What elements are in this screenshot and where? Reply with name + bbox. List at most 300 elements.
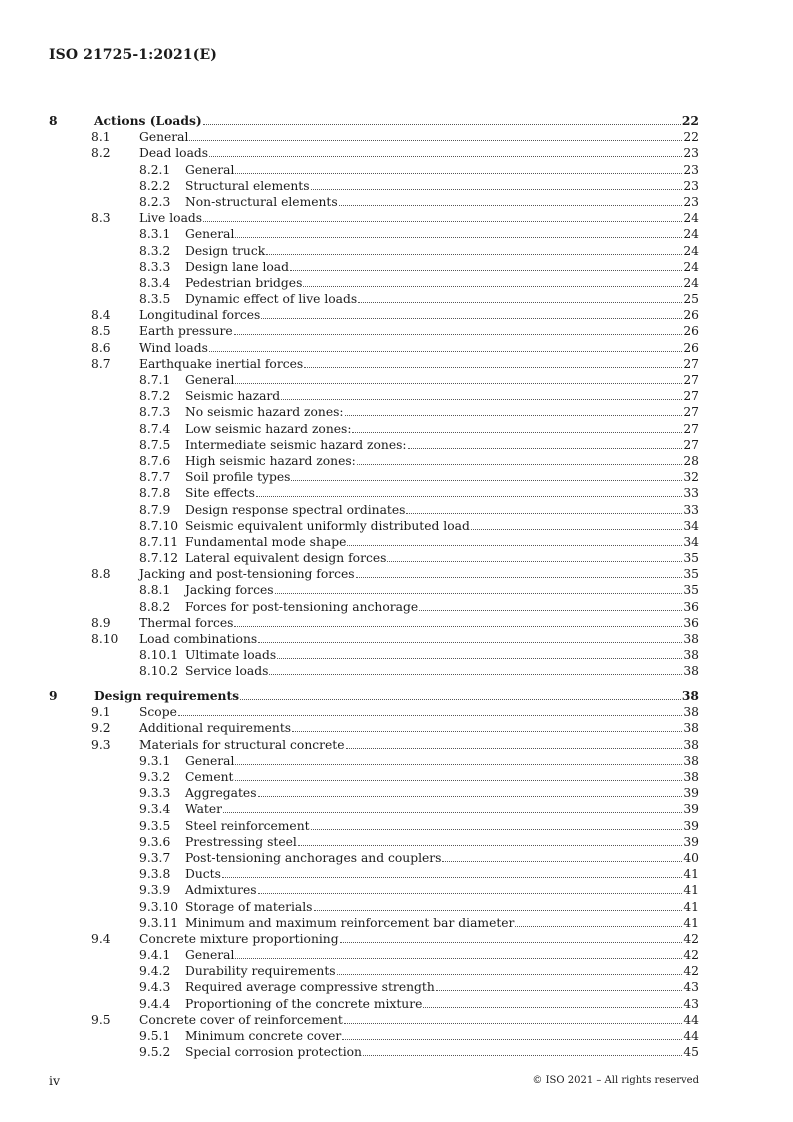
dot-leader (261, 307, 682, 319)
copyright-notice: © ISO 2021 – All rights reserved (532, 1075, 699, 1086)
toc-entry[interactable] (49, 291, 699, 307)
toc-entry-page: 24 (683, 243, 699, 258)
toc-entry-line (185, 421, 699, 437)
toc-entry-title: Fundamental mode shape (185, 534, 347, 549)
table-of-contents (49, 113, 699, 1060)
toc-entry-page: 41 (683, 899, 699, 914)
dot-leader (406, 502, 682, 514)
toc-entry-page: 38 (683, 632, 699, 646)
toc-entry-page: 34 (683, 534, 699, 549)
toc-entry-line (185, 404, 699, 420)
toc-entry-title: Live loads (139, 211, 203, 226)
toc-entry[interactable] (49, 404, 699, 420)
toc-entry[interactable] (49, 566, 699, 582)
dot-leader (235, 753, 682, 765)
dot-leader (235, 372, 682, 384)
toc-entry-number: 8.10.2 (139, 664, 179, 679)
dot-leader (292, 720, 682, 732)
toc-entry-line (185, 485, 699, 501)
toc-entry-title: Admixtures (185, 883, 257, 898)
toc-entry-number: 8.7.3 (139, 405, 171, 420)
toc-entry-title: High seismic hazard zones: (185, 453, 356, 468)
toc-entry-line (185, 437, 699, 453)
toc-entry-title: Longitudinal forces (139, 308, 261, 323)
toc-entry-page: 36 (683, 615, 699, 630)
toc-entry-title: General (185, 753, 235, 768)
toc-entry-title: Intermediate seismic hazard zones: (185, 437, 407, 452)
toc-entry-page: 27 (683, 405, 699, 420)
dot-leader (339, 194, 683, 206)
toc-entry-page: 41 (683, 867, 699, 882)
toc-entry-line (139, 720, 699, 736)
toc-entry-number: 8.4 (91, 308, 111, 323)
toc-entry-line (139, 356, 699, 372)
toc-entry[interactable] (49, 469, 699, 485)
dot-leader (235, 769, 683, 781)
toc-entry-number: 9 (49, 688, 58, 704)
toc-entry-title: No seismic hazard zones: (185, 405, 344, 420)
toc-entry[interactable] (49, 769, 699, 785)
toc-entry-line (185, 534, 699, 550)
dot-leader (357, 453, 683, 465)
toc-entry-number: 9.3 (91, 737, 111, 752)
toc-entry-line (139, 615, 699, 631)
dot-leader (235, 947, 682, 959)
toc-entry-line (185, 388, 699, 404)
toc-entry[interactable] (49, 818, 699, 834)
toc-entry-title: General (185, 948, 235, 963)
toc-entry-page: 42 (683, 931, 699, 946)
dot-leader (423, 996, 682, 1008)
toc-entry[interactable] (49, 663, 699, 679)
toc-entry-line (94, 113, 699, 129)
toc-entry-title: Design truck (185, 243, 266, 258)
toc-entry[interactable] (49, 850, 699, 866)
toc-entry[interactable] (49, 704, 699, 720)
toc-entry-line (185, 453, 699, 469)
toc-entry[interactable] (49, 979, 699, 995)
toc-entry-page: 24 (683, 211, 699, 226)
toc-entry-line (185, 866, 699, 882)
dot-leader (304, 356, 682, 368)
toc-entry-title: Additional requirements (139, 721, 292, 736)
toc-entry[interactable] (49, 162, 699, 178)
toc-entry[interactable] (49, 259, 699, 275)
toc-entry-title: Ducts (185, 867, 221, 882)
toc-entry-page: 40 (683, 850, 699, 865)
toc-entry[interactable] (49, 502, 699, 518)
toc-entry-number: 9.3.5 (139, 818, 171, 833)
toc-entry-number: 9.3.3 (139, 786, 171, 801)
toc-entry-line (185, 291, 699, 307)
toc-entry-page: 22 (683, 130, 699, 145)
toc-entry[interactable] (49, 307, 699, 323)
toc-entry[interactable] (49, 340, 699, 356)
toc-entry-page: 36 (683, 599, 699, 614)
toc-entry-number: 8.8.1 (139, 583, 171, 598)
dot-leader (209, 145, 682, 157)
toc-entry-page: 26 (683, 324, 699, 339)
toc-entry[interactable] (49, 931, 699, 947)
toc-entry-page: 39 (683, 818, 699, 833)
toc-entry[interactable] (49, 785, 699, 801)
dot-leader (277, 647, 682, 659)
toc-entry-page: 38 (683, 721, 699, 736)
toc-entry-title: Wind loads (139, 340, 208, 355)
dot-leader (222, 866, 682, 878)
toc-entry-page: 33 (683, 502, 699, 517)
dot-leader (352, 421, 682, 433)
toc-entry-title: Post-tensioning anchorages and couplers (185, 850, 442, 865)
toc-entry-number: 8.1 (91, 130, 111, 145)
toc-entry-page: 44 (683, 1012, 699, 1027)
toc-entry-page: 27 (683, 421, 699, 436)
toc-entry-page: 38 (683, 753, 699, 768)
toc-entry[interactable] (49, 453, 699, 469)
toc-entry-number: 8.2.3 (139, 194, 171, 209)
toc-entry-title: Seismic equivalent uniformly distributed load (185, 518, 470, 533)
toc-entry-page: 35 (683, 567, 699, 582)
dot-leader (290, 259, 682, 271)
toc-entry-title: Design requirements (94, 688, 240, 704)
toc-entry-number: 8.3.2 (139, 243, 171, 258)
toc-entry-number: 9.3.8 (139, 867, 171, 882)
toc-entry-line (185, 834, 699, 850)
toc-entry-number: 8.3.1 (139, 227, 171, 242)
toc-entry-title: Service loads (185, 664, 269, 679)
dot-leader (258, 631, 682, 643)
toc-entry-number: 8.9 (91, 615, 111, 630)
toc-entry[interactable] (49, 210, 699, 226)
toc-entry[interactable] (49, 437, 699, 453)
toc-entry-title: Concrete cover of reinforcement (139, 1012, 343, 1027)
toc-entry-page: 38 (683, 705, 699, 720)
toc-entry[interactable] (49, 996, 699, 1012)
toc-entry[interactable] (49, 421, 699, 437)
dot-leader (337, 963, 683, 975)
toc-entry-line (139, 340, 699, 356)
toc-entry-number: 9.5.2 (139, 1045, 171, 1060)
toc-entry-title: Seismic hazard (185, 389, 281, 404)
dot-leader (189, 129, 682, 141)
toc-entry[interactable] (49, 226, 699, 242)
toc-entry-line (185, 882, 699, 898)
toc-entry-page: 38 (683, 737, 699, 752)
toc-entry-line (139, 1012, 699, 1028)
dot-leader (275, 582, 683, 594)
toc-entry-title: Jacking and post-tensioning forces (139, 567, 355, 582)
toc-entry-line (185, 785, 699, 801)
toc-entry[interactable] (49, 753, 699, 769)
toc-entry-line (139, 566, 699, 582)
toc-entry[interactable] (49, 899, 699, 915)
toc-entry-page: 23 (683, 146, 699, 161)
dot-leader (442, 850, 682, 862)
toc-entry[interactable] (49, 178, 699, 194)
dot-leader (356, 566, 683, 578)
toc-entry-number: 8.7.2 (139, 389, 171, 404)
toc-entry[interactable] (49, 129, 699, 145)
toc-entry-page: 35 (683, 583, 699, 598)
toc-entry-title: General (185, 227, 235, 242)
toc-entry-line (185, 979, 699, 995)
toc-entry-title: Dead loads (139, 146, 209, 161)
toc-entry-number: 8.7.4 (139, 421, 171, 436)
toc-entry-title: Load combinations (139, 632, 258, 646)
toc-entry[interactable] (49, 688, 699, 704)
dot-leader (209, 340, 682, 352)
dot-leader (515, 915, 682, 927)
toc-entry-page: 43 (683, 996, 699, 1011)
toc-entry[interactable] (49, 599, 699, 615)
toc-entry-title: Scope (139, 705, 177, 720)
toc-entry[interactable] (49, 615, 699, 631)
toc-entry-title: Minimum and maximum reinforcement bar diameter (185, 915, 515, 930)
toc-entry-page: 33 (683, 486, 699, 501)
dot-leader (342, 1028, 682, 1040)
toc-entry-number: 9.5.1 (139, 1029, 171, 1043)
toc-entry[interactable] (49, 801, 699, 817)
toc-entry-line (185, 582, 699, 598)
toc-entry-page: 23 (683, 178, 699, 193)
toc-entry-line (185, 226, 699, 242)
toc-entry-title: Low seismic hazard zones: (185, 421, 352, 436)
toc-entry-line (185, 243, 699, 259)
toc-entry-page: 38 (681, 688, 699, 704)
dot-leader (178, 704, 682, 716)
toc-entry-title: Design lane load (185, 259, 289, 274)
toc-entry[interactable] (49, 534, 699, 550)
toc-entry-line (185, 502, 699, 518)
toc-entry-line (185, 647, 699, 663)
toc-entry-line (185, 162, 699, 178)
dot-leader (340, 931, 683, 943)
toc-entry[interactable] (49, 1012, 699, 1028)
toc-entry-title: Materials for structural concrete (139, 737, 345, 752)
toc-entry-page: 27 (683, 373, 699, 387)
toc-entry-title: General (139, 130, 189, 145)
dot-leader (223, 801, 682, 813)
toc-entry-number: 9.4.1 (139, 948, 171, 963)
toc-entry-page: 24 (683, 259, 699, 274)
dot-leader (234, 615, 682, 627)
toc-entry-line (185, 801, 699, 817)
toc-entry-number: 9.3.1 (139, 753, 171, 768)
toc-entry-line (185, 259, 699, 275)
toc-entry-title: Special corrosion protection (185, 1045, 362, 1060)
toc-entry[interactable] (49, 631, 699, 647)
toc-entry-number: 8.7.6 (139, 453, 171, 468)
toc-entry-line (185, 769, 699, 785)
toc-entry-title: Forces for post-tensioning anchorage (185, 599, 419, 614)
dot-leader (298, 834, 683, 846)
toc-entry-page: 23 (683, 194, 699, 209)
toc-entry-title: Aggregates (185, 786, 257, 801)
toc-entry-number: 8.7.8 (139, 486, 171, 501)
toc-entry-line (139, 931, 699, 947)
toc-entry-title: Jacking forces (185, 583, 274, 598)
dot-leader (256, 485, 682, 497)
dot-leader (266, 243, 682, 255)
toc-entry-page: 27 (683, 356, 699, 371)
dot-leader (311, 818, 683, 830)
dot-leader (345, 404, 683, 416)
dot-leader (258, 882, 683, 894)
toc-entry[interactable] (49, 243, 699, 259)
toc-entry-number: 8.7 (91, 356, 111, 371)
toc-entry-page: 26 (683, 308, 699, 323)
toc-entry-line (185, 599, 699, 615)
toc-entry-number: 8.3.4 (139, 275, 171, 290)
toc-entry[interactable] (49, 323, 699, 339)
toc-entry-line (139, 737, 699, 753)
toc-entry-title: Prestressing steel (185, 834, 297, 849)
toc-entry-title: Storage of materials (185, 899, 313, 914)
toc-entry-title: Site effects (185, 486, 255, 501)
toc-entry[interactable] (49, 582, 699, 598)
toc-entry-number: 8.7.12 (139, 551, 179, 566)
toc-entry-title: Ultimate loads (185, 648, 277, 663)
dot-leader (234, 323, 683, 335)
dot-leader (311, 178, 683, 190)
toc-entry-number: 8.3.3 (139, 259, 171, 274)
dot-leader (363, 1044, 682, 1056)
toc-entry[interactable] (49, 1028, 699, 1044)
dot-leader (303, 275, 682, 287)
toc-entry-number: 8.7.1 (139, 373, 171, 387)
toc-entry-title: General (185, 373, 235, 387)
toc-entry-number: 8.7.5 (139, 437, 171, 452)
toc-entry[interactable] (49, 866, 699, 882)
toc-entry-number: 8.5 (91, 324, 111, 339)
dot-leader (314, 899, 683, 911)
toc-entry-number: 9.4.3 (139, 980, 171, 995)
toc-entry[interactable] (49, 550, 699, 566)
toc-entry[interactable] (49, 947, 699, 963)
toc-entry[interactable] (49, 737, 699, 753)
toc-entry[interactable] (49, 720, 699, 736)
toc-entry-number: 8.7.7 (139, 470, 171, 485)
toc-entry-line (185, 178, 699, 194)
toc-entry-number: 9.1 (91, 705, 111, 720)
dot-leader (291, 469, 682, 481)
toc-entry-page: 24 (683, 227, 699, 242)
toc-entry-page: 42 (683, 964, 699, 979)
toc-entry-page: 35 (683, 551, 699, 566)
toc-entry-page: 27 (683, 389, 699, 404)
toc-entry-number: 8.6 (91, 340, 111, 355)
toc-entry-page: 38 (683, 664, 699, 679)
toc-entry-page: 22 (681, 113, 699, 128)
toc-entry[interactable] (49, 372, 699, 388)
toc-entry-number: 9.3.4 (139, 802, 171, 817)
toc-entry[interactable] (49, 113, 699, 129)
toc-entry-title: Water (185, 802, 222, 817)
toc-entry-page: 23 (683, 162, 699, 177)
toc-entry[interactable] (49, 834, 699, 850)
toc-entry-page: 39 (683, 834, 699, 849)
toc-entry-number: 9.3.11 (139, 915, 179, 930)
toc-entry-line (185, 947, 699, 963)
toc-entry-title: Design response spectral ordinates (185, 502, 406, 517)
toc-entry-number: 8 (49, 113, 58, 128)
toc-entry[interactable] (49, 194, 699, 210)
toc-entry-number: 9.3.2 (139, 770, 171, 784)
toc-entry-title: Structural elements (185, 178, 310, 193)
toc-entry-title: Earth pressure (139, 324, 233, 339)
toc-entry[interactable] (49, 915, 699, 931)
toc-entry[interactable] (49, 963, 699, 979)
toc-entry-number: 8.10.1 (139, 648, 179, 663)
toc-entry-number: 9.3.7 (139, 850, 171, 865)
toc-entry-line (185, 550, 699, 566)
toc-entry[interactable] (49, 145, 699, 161)
toc-entry-number: 8.2.2 (139, 178, 171, 193)
toc-entry-page: 27 (683, 437, 699, 452)
toc-entry-number: 8.8 (91, 567, 111, 582)
toc-entry-number: 9.4.2 (139, 964, 171, 979)
toc-entry[interactable] (49, 518, 699, 534)
toc-entry-line (139, 210, 699, 226)
toc-entry-number: 8.8.2 (139, 599, 171, 614)
toc-entry[interactable] (49, 388, 699, 404)
toc-entry[interactable] (49, 275, 699, 291)
toc-entry[interactable] (49, 485, 699, 501)
toc-entry-line (139, 704, 699, 720)
toc-entry-number: 9.4.4 (139, 996, 171, 1011)
toc-entry-line (185, 372, 699, 388)
document-identifier: ISO 21725-1:2021(E) (49, 47, 217, 63)
toc-entry-title: Earthquake inertial forces (139, 356, 304, 371)
toc-entry-line (185, 469, 699, 485)
toc-entry-number: 8.7.10 (139, 518, 179, 533)
toc-entry[interactable] (49, 882, 699, 898)
toc-entry-line (139, 145, 699, 161)
dot-leader (203, 210, 682, 222)
toc-entry-line (185, 996, 699, 1012)
toc-entry-title: Steel reinforcement (185, 818, 310, 833)
toc-entry-number: 9.2 (91, 721, 111, 736)
toc-entry[interactable] (49, 1044, 699, 1060)
toc-entry-line (185, 818, 699, 834)
dot-leader (436, 979, 683, 991)
toc-entry-number: 9.5 (91, 1012, 111, 1027)
toc-entry-line (139, 129, 699, 145)
toc-entry-line (185, 518, 699, 534)
dot-leader (235, 162, 682, 174)
toc-entry-number: 8.3 (91, 211, 111, 226)
toc-entry-title: General (185, 162, 235, 177)
toc-entry-title: Non-structural elements (185, 194, 338, 209)
toc-entry-page: 28 (683, 453, 699, 468)
dot-leader (408, 437, 683, 449)
toc-entry-page: 44 (683, 1029, 699, 1043)
toc-entry-title: Cement (185, 770, 234, 784)
toc-entry-number: 8.7.9 (139, 502, 171, 517)
toc-entry-title: Required average compressive strength (185, 980, 435, 995)
toc-entry-number: 9.3.10 (139, 899, 179, 914)
toc-entry-page: 38 (683, 770, 699, 784)
toc-entry-page: 32 (683, 470, 699, 485)
toc-entry-line (185, 963, 699, 979)
toc-entry-line (185, 850, 699, 866)
toc-entry[interactable] (49, 647, 699, 663)
dot-leader (344, 1012, 682, 1024)
toc-entry-title: Dynamic effect of live loads (185, 292, 358, 307)
toc-entry-page: 39 (683, 802, 699, 817)
toc-entry[interactable] (49, 356, 699, 372)
toc-entry-line (139, 307, 699, 323)
